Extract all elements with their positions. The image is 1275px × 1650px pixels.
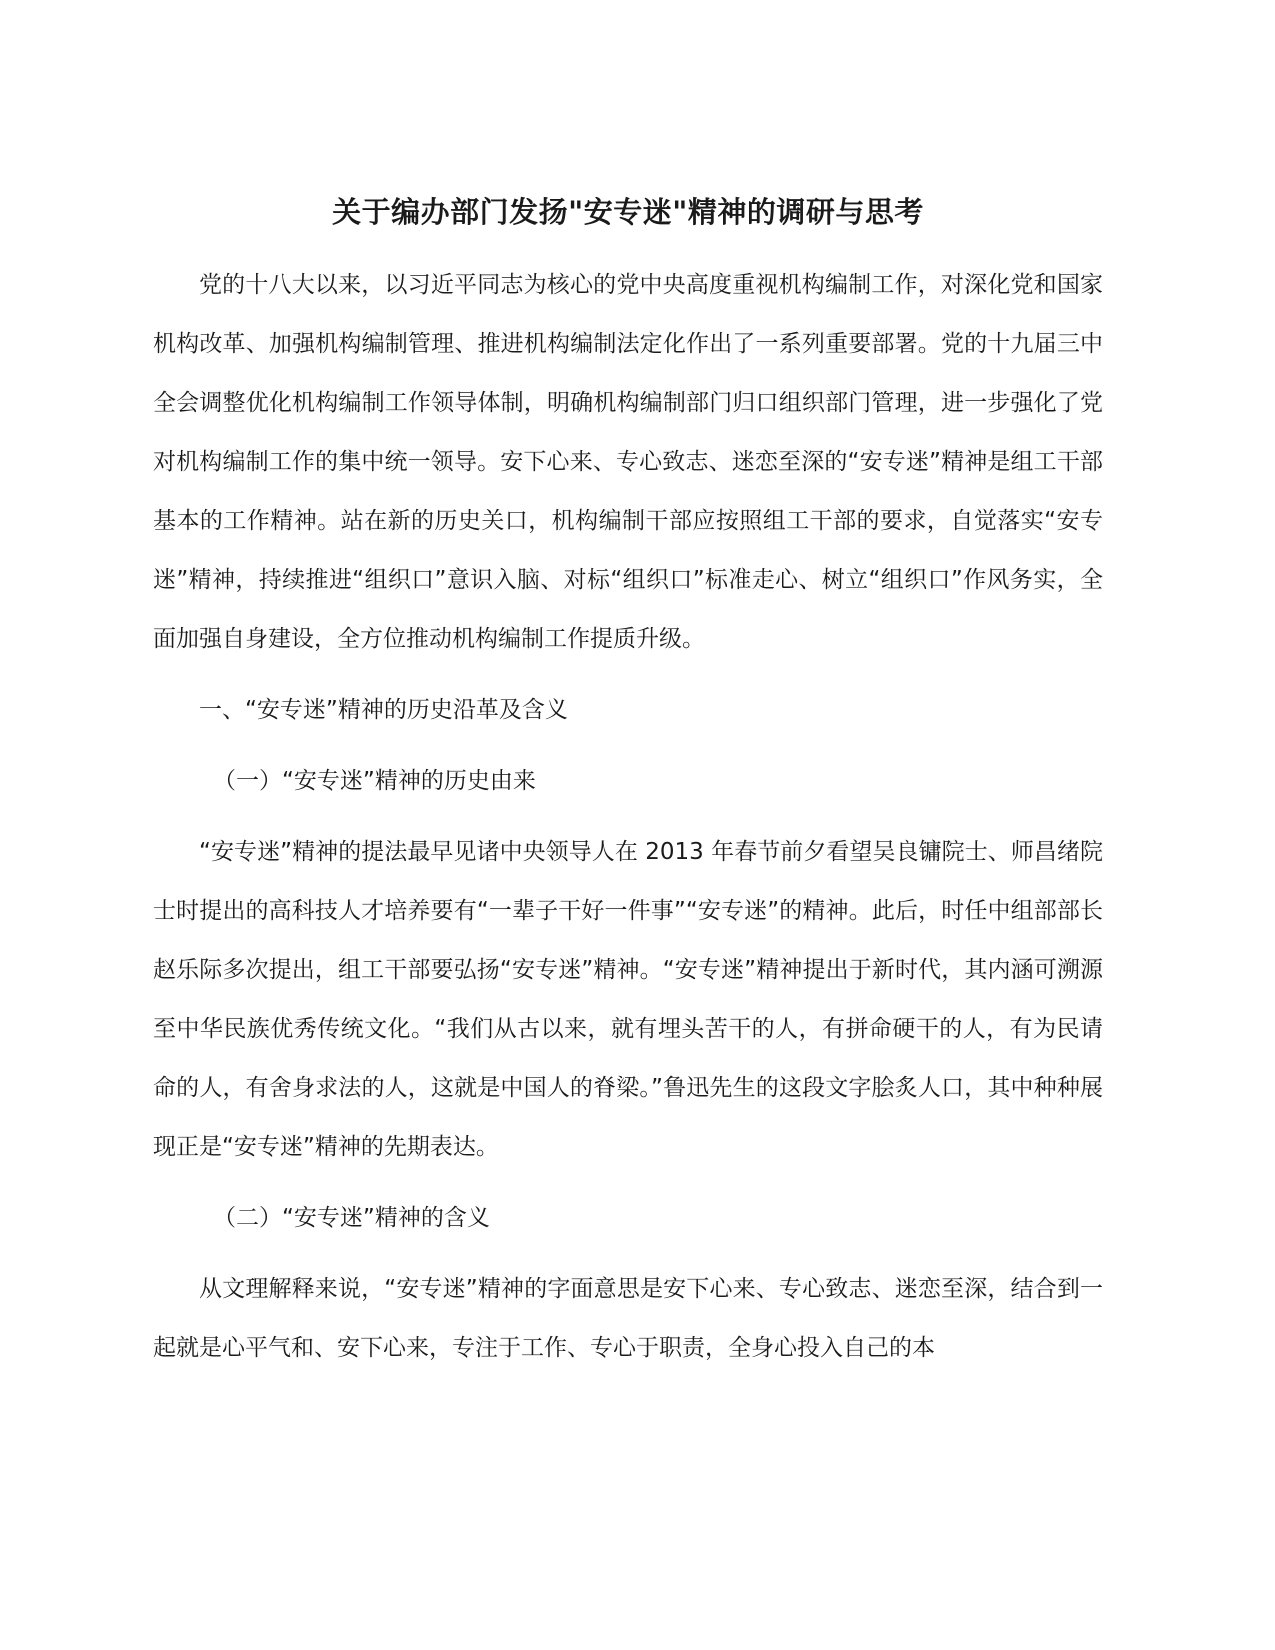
subsection-1-heading: （一）“安专迷”精神的历史由来	[213, 768, 536, 794]
document-title: 关于编办部门发扬"安专迷"精神的调研与思考	[332, 195, 924, 229]
subsection-1-paragraph: “安专迷”精神的提法最早见诸中央领导人在 2013 年春节前夕看望吴良镛院士、师昌绪院士时提出的高科技人才培养要有“一辈子干好一件事”“安专迷”的精神。此后，时任中组部部长赵乐际多次提出，组工干部要弘扬“安专迷”精神。“安专迷”精神提出于新时代，其内涵可溯源至中华民族优秀传统文化。“我们从古以来，就有埋头苦干的人，有拼命硬干的人，有为民请命的人，有舍身求法的人，这就是中国人的脊梁。”鲁迅先生的这段文字脍炙人口，其中种种展现正是“安专迷”精神的先期表达。	[153, 839, 1103, 1160]
subsection-2-paragraph: 从文理解释来说，“安专迷”精神的字面意思是安下心来、专心致志、迷恋至深，结合到一起就是心平气和、安下心来，专注于工作、专心于职责，全身心投入自己的本	[153, 1276, 1103, 1361]
subsection-2-heading: （二）“安专迷”精神的含义	[213, 1205, 490, 1231]
intro-paragraph: 党的十八大以来，以习近平同志为核心的党中央高度重视机构编制工作，对深化党和国家机构改革、加强机构编制管理、推进机构编制法定化作出了一系列重要部署。党的十九届三中全会调整优化机构编制工作领导体制，明确机构编制部门归口组织部门管理，进一步强化了党对机构编制工作的集中统一领导。安下心来、专心致志、迷恋至深的“安专迷”精神是组工干部基本的工作精神。站在新的历史关口，机构编制干部应按照组工干部的要求，自觉落实“安专迷”精神，持续推进“组织口”意识入脑、对标“组织口”标准走心、树立“组织口”作风务实，全面加强自身建设，全方位推动机构编制工作提质升级。	[153, 272, 1103, 652]
document-body	[153, 180, 1103, 1378]
section-1-heading: 一、“安专迷”精神的历史沿革及含义	[199, 697, 568, 723]
